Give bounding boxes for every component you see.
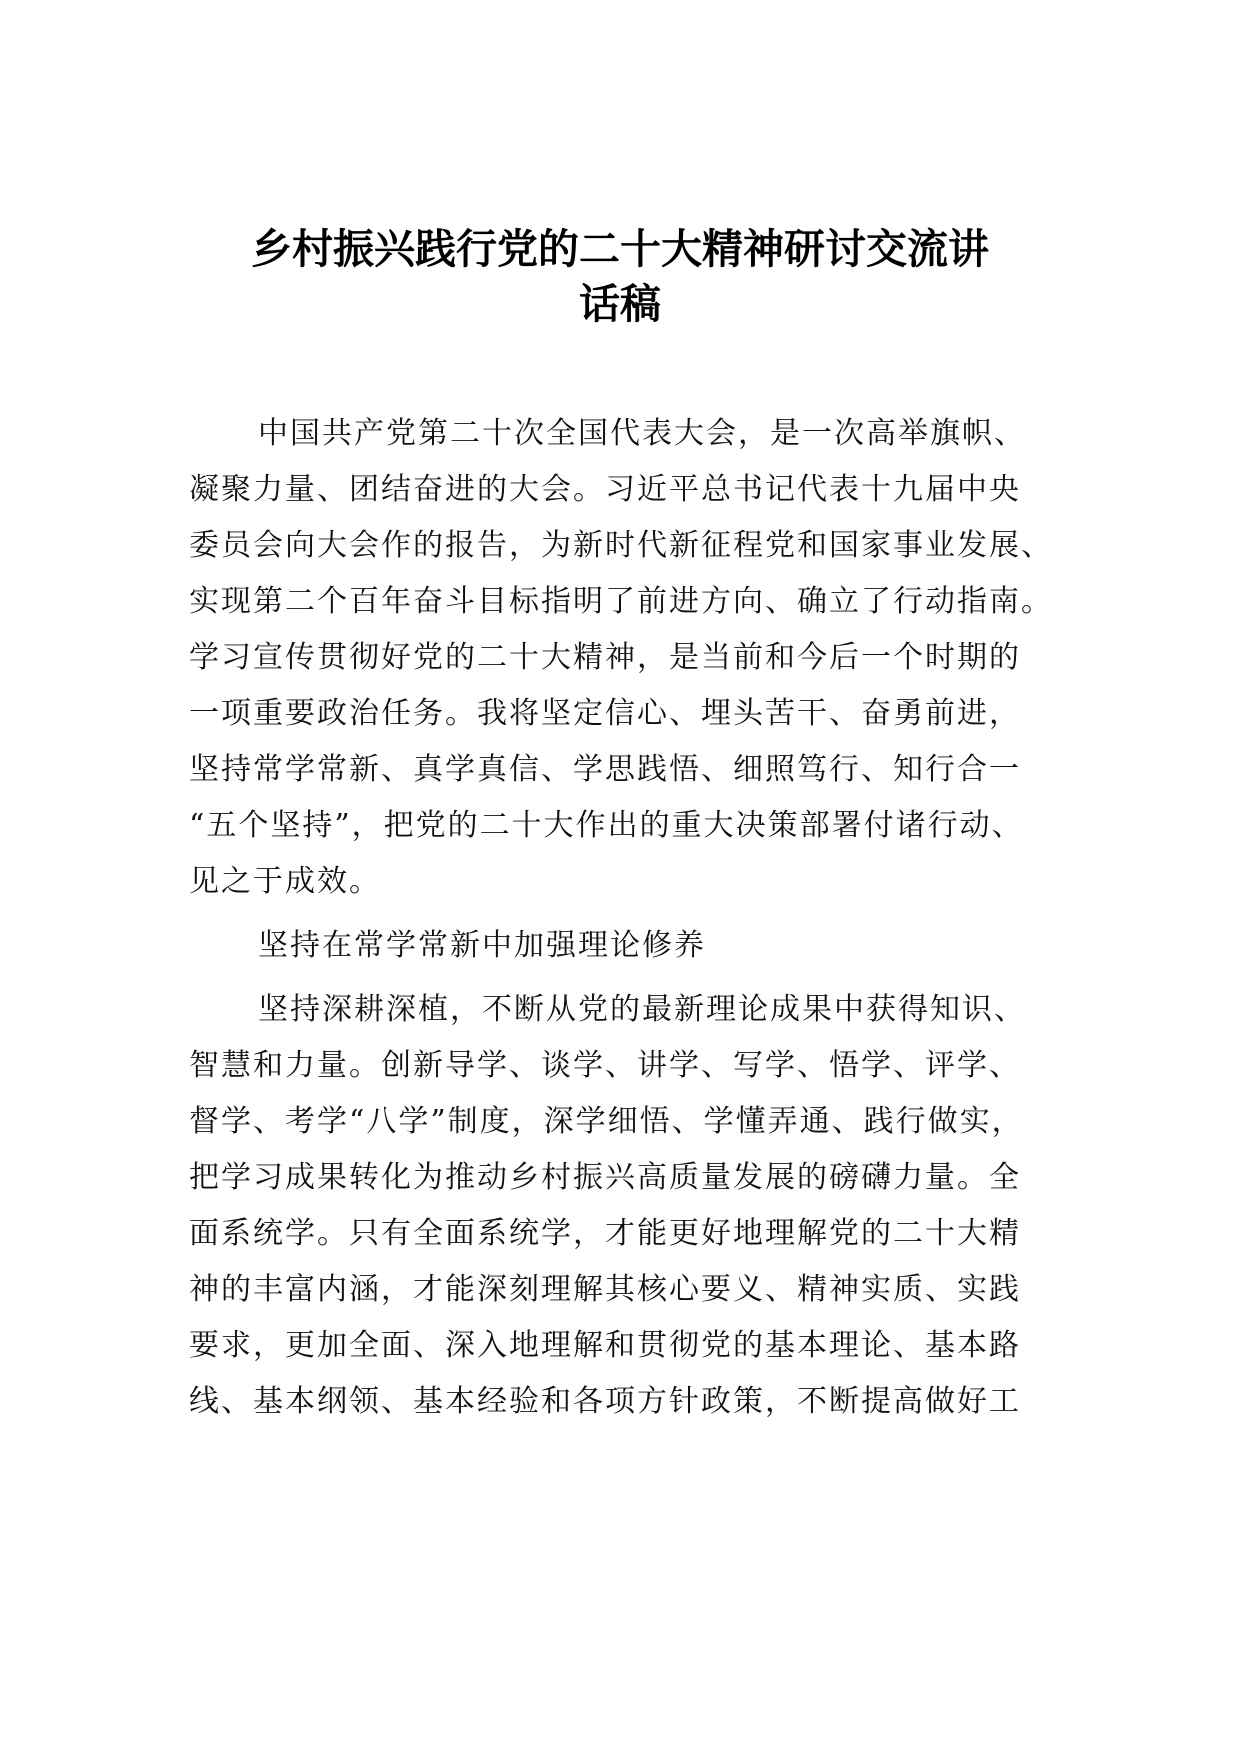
text-line: 督学、考学“八学”制度，深学细悟、学懂弄通、践行做实， (189, 1104, 1024, 1139)
text-line: 中国共产党第二十次全国代表大会，是一次高举旗帜、 (258, 416, 1026, 451)
text-line: 要求，更加全面、深入地理解和贯彻党的基本理论、基本路 (189, 1328, 1021, 1363)
text-line: “五个坚持”，把党的二十大作出的重大决策部署付诸行动、 (189, 808, 1024, 843)
title-line: 乡村振兴践行党的二十大精神研讨交流讲 (251, 225, 989, 273)
text-line: 凝聚力量、团结奋进的大会。习近平总书记代表十九届中央 (189, 472, 1021, 507)
text-line: 面系统学。只有全面系统学，才能更好地理解党的二十大精 (189, 1216, 1021, 1251)
text-line: 智慧和力量。创新导学、谈学、讲学、写学、悟学、评学、 (189, 1048, 1021, 1083)
text-line: 线、基本纲领、基本经验和各项方针政策，不断提高做好工 (189, 1384, 1021, 1419)
text-line: 学习宣传贯彻好党的二十大精神，是当前和今后一个时期的 (189, 640, 1021, 675)
text-line: 坚持深耕深植，不断从党的最新理论成果中获得知识、 (258, 992, 1026, 1027)
document-title (150, 222, 1090, 332)
document-body (189, 406, 1053, 1430)
text-line: 见之于成效。 (189, 864, 381, 899)
text-line: 委员会向大会作的报告，为新时代新征程党和国家事业发展、 (189, 528, 1053, 563)
text-line: 实现第二个百年奋斗目标指明了前进方向、确立了行动指南。 (189, 584, 1053, 619)
paragraph-study (189, 982, 1049, 1430)
paragraph-gap (189, 974, 1049, 982)
section-heading (189, 918, 1049, 974)
text-line: 坚持常学常新、真学真信、学思践悟、细照笃行、知行合一 (189, 752, 1021, 787)
paragraph-intro (189, 406, 1053, 910)
text-line: 神的丰富内涵，才能深刻理解其核心要义、精神实质、实践 (189, 1272, 1021, 1307)
text-line: 把学习成果转化为推动乡村振兴高质量发展的磅礴力量。全 (189, 1160, 1021, 1195)
text-line: 一项重要政治任务。我将坚定信心、埋头苦干、奋勇前进， (189, 696, 1021, 731)
section-heading-text: 坚持在常学常新中加强理论修养 (258, 928, 706, 963)
title-line: 话稿 (579, 280, 661, 328)
paragraph-gap (189, 910, 1049, 918)
